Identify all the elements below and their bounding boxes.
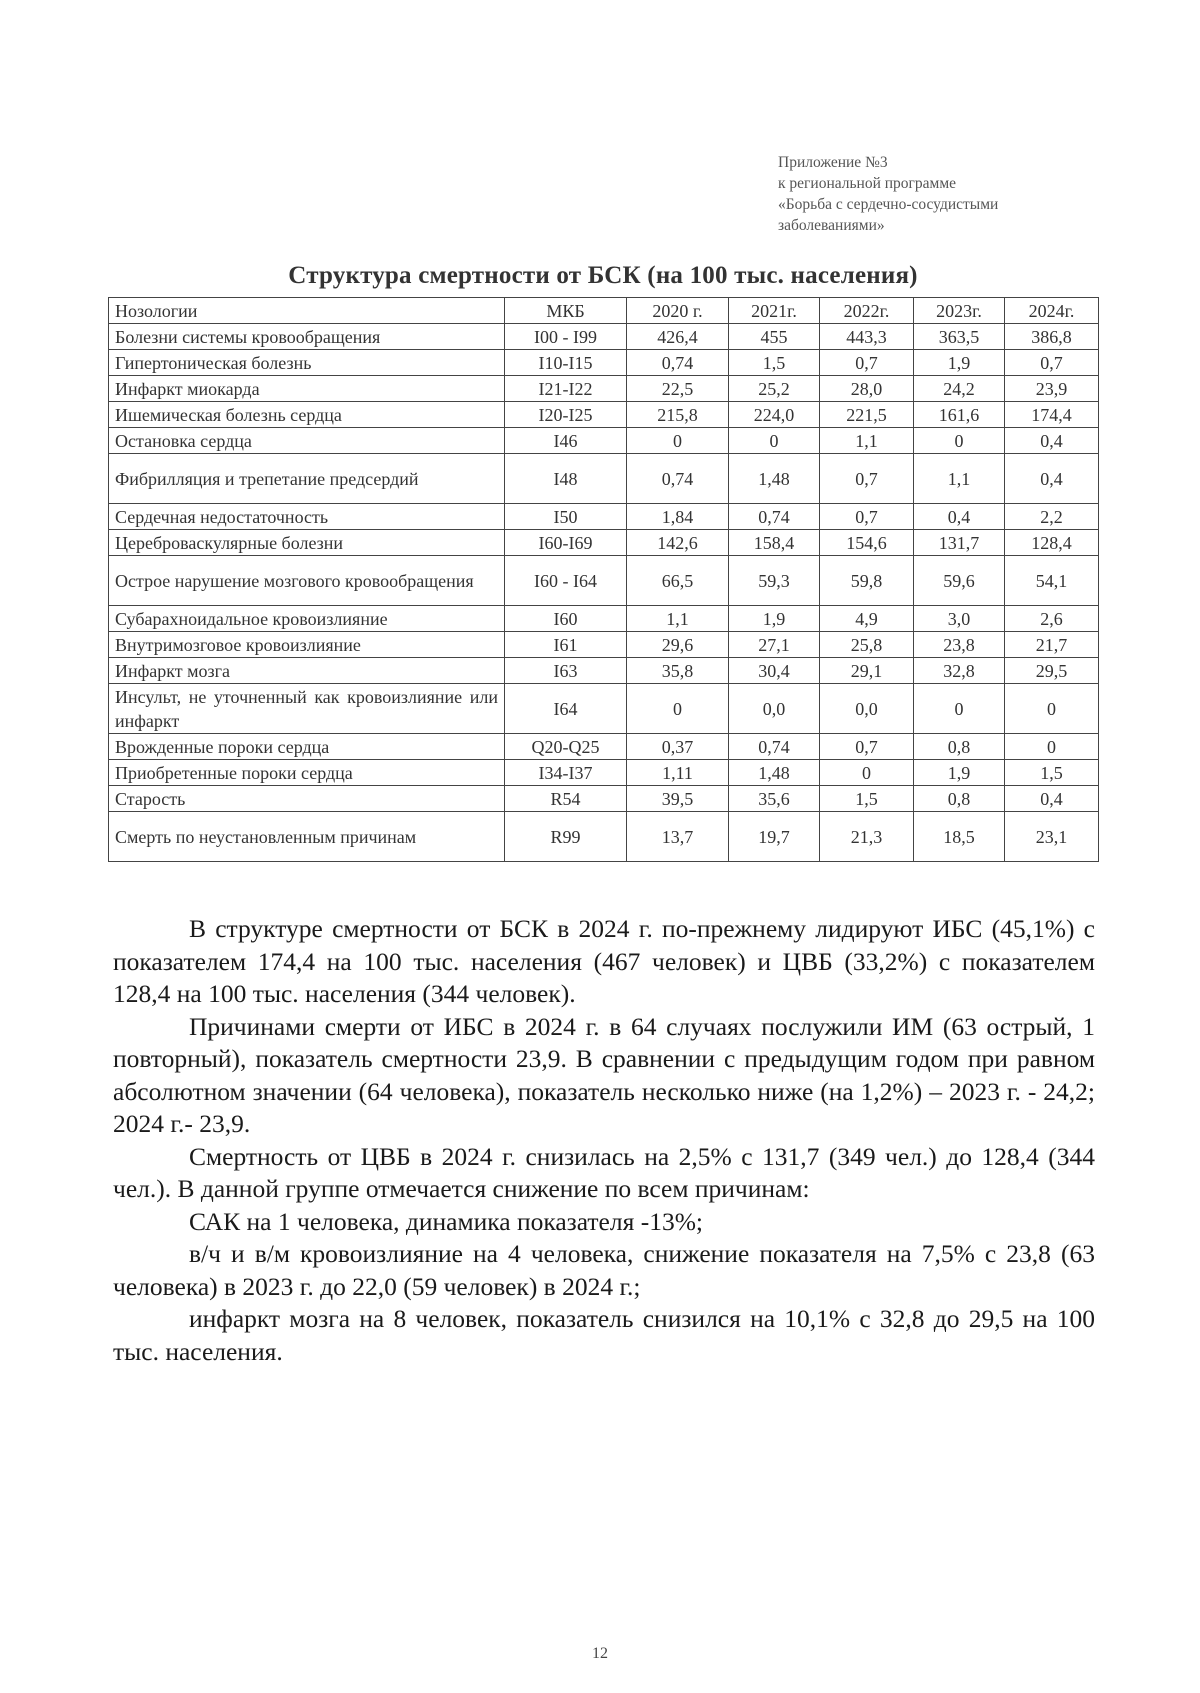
table-row — [109, 606, 1099, 632]
column-header: 2022г. — [820, 298, 914, 324]
icd-code: I10-I15 — [505, 350, 627, 376]
table-cell: 0 — [729, 428, 820, 454]
table-cell: 386,8 — [1005, 324, 1099, 350]
icd-code: I60-I69 — [505, 530, 627, 556]
annex-line: Приложение №3 — [778, 154, 888, 171]
table-cell: 66,5 — [627, 556, 729, 606]
row-label: Фибрилляция и трепетание предсердий — [109, 454, 505, 504]
row-label: Субарахноидальное кровоизлияние — [109, 606, 505, 632]
table-row — [109, 530, 1099, 556]
icd-code: I61 — [505, 632, 627, 658]
icd-code: R99 — [505, 812, 627, 862]
table-cell: 224,0 — [729, 402, 820, 428]
row-label: Старость — [109, 786, 505, 812]
annex-line: заболеваниями» — [778, 217, 885, 234]
annex-line: к региональной программе — [778, 175, 957, 192]
table-cell: 4,9 — [820, 606, 914, 632]
icd-code: I50 — [505, 504, 627, 530]
table-cell: 128,4 — [1005, 530, 1099, 556]
row-label: Острое нарушение мозгового кровообращения — [109, 556, 505, 606]
table-cell: 28,0 — [820, 376, 914, 402]
table-cell: 1,48 — [729, 454, 820, 504]
table-cell: 0,74 — [729, 504, 820, 530]
table-row — [109, 454, 1099, 504]
annex-note — [778, 152, 1098, 236]
column-header: 2020 г. — [627, 298, 729, 324]
table-cell: 0,4 — [914, 504, 1005, 530]
row-label: Инсульт, не уточненный как кровоизлияние или инфаркт — [109, 684, 505, 734]
table-row — [109, 684, 1099, 734]
table-cell: 23,1 — [1005, 812, 1099, 862]
table-row — [109, 556, 1099, 606]
column-header: 2021г. — [729, 298, 820, 324]
row-label: Внутримозговое кровоизлияние — [109, 632, 505, 658]
icd-code: I34-I37 — [505, 760, 627, 786]
icd-code: R54 — [505, 786, 627, 812]
table-cell: 154,6 — [820, 530, 914, 556]
table-cell: 161,6 — [914, 402, 1005, 428]
body-paragraph: Смертность от ЦВБ в 2024 г. снизилась на 2,5% с 131,7 (349 чел.) до 128,4 (344 чел.). В данной группе отмечается снижение по всем причинам: — [113, 1141, 1095, 1203]
table-cell: 23,9 — [1005, 376, 1099, 402]
table-row — [109, 504, 1099, 530]
row-label: Инфаркт мозга — [109, 658, 505, 684]
column-header: 2024г. — [1005, 298, 1099, 324]
table-cell: 59,3 — [729, 556, 820, 606]
table-cell: 0 — [627, 428, 729, 454]
table-cell: 0 — [1005, 684, 1099, 734]
table-cell: 142,6 — [627, 530, 729, 556]
table-cell: 0,7 — [820, 734, 914, 760]
annex-line: «Борьба с сердечно-сосудистыми — [778, 196, 999, 213]
table-cell: 1,84 — [627, 504, 729, 530]
table-cell: 0,4 — [1005, 428, 1099, 454]
table-cell: 1,1 — [820, 428, 914, 454]
table-cell: 0 — [914, 428, 1005, 454]
table-cell: 0,37 — [627, 734, 729, 760]
column-header: Нозологии — [109, 298, 505, 324]
table-cell: 22,5 — [627, 376, 729, 402]
row-label: Сердечная недостаточность — [109, 504, 505, 530]
table-row — [109, 786, 1099, 812]
icd-code: I48 — [505, 454, 627, 504]
row-label: Остановка сердца — [109, 428, 505, 454]
table-cell: 1,1 — [627, 606, 729, 632]
table-cell: 443,3 — [820, 324, 914, 350]
table-cell: 0,7 — [820, 350, 914, 376]
table-cell: 18,5 — [914, 812, 1005, 862]
table-cell: 0,4 — [1005, 454, 1099, 504]
row-label: Приобретенные пороки сердца — [109, 760, 505, 786]
table-cell: 0,7 — [820, 504, 914, 530]
table-row — [109, 760, 1099, 786]
row-label: Гипертоническая болезнь — [109, 350, 505, 376]
table-cell: 0,74 — [729, 734, 820, 760]
body-paragraph: В структуре смертности от БСК в 2024 г. по-прежнему лидируют ИБС (45,1%) с показателем 174,4 на 100 тыс. населения (467 человек) и ЦВБ (33,2%) с показателем 128,4 на 100 тыс. населения (344 человек). — [113, 914, 1095, 1008]
icd-code: I63 — [505, 658, 627, 684]
table-cell: 0,4 — [1005, 786, 1099, 812]
body-paragraph: в/ч и в/м кровоизлияние на 4 человека, снижение показателя на 7,5% с 23,8 (63 человека) в 2023 г. до 22,0 (59 человек) в 2024 г.; — [113, 1239, 1095, 1301]
table-cell: 0 — [820, 760, 914, 786]
table-cell: 174,4 — [1005, 402, 1099, 428]
table-cell: 131,7 — [914, 530, 1005, 556]
table-title: Структура смертности от БСК (на 100 тыс. населения) — [288, 262, 918, 289]
column-header: МКБ — [505, 298, 627, 324]
row-label: Ишемическая болезнь сердца — [109, 402, 505, 428]
body-paragraph: Причинами смерти от ИБС в 2024 г. в 64 случаях послужили ИМ (63 острый, 1 повторный), показатель смертности 23,9. В сравнении с предыдущим годом при равном абсолютном значении (64 человека), показатель несколько ниже (на 1,2%) – 2023 г. - 24,2; 2024 г.- 23,9. — [113, 1011, 1095, 1138]
row-label: Врожденные пороки сердца — [109, 734, 505, 760]
row-label: Инфаркт миокарда — [109, 376, 505, 402]
body-paragraph: инфаркт мозга на 8 человек, показатель снизился на 10,1% с 32,8 до 29,5 на 100 тыс. населения. — [113, 1304, 1095, 1366]
table-row — [109, 812, 1099, 862]
icd-code: I00 - I99 — [505, 324, 627, 350]
table-cell: 21,3 — [820, 812, 914, 862]
table-header-row — [109, 298, 1099, 324]
table-cell: 363,5 — [914, 324, 1005, 350]
table-row — [109, 428, 1099, 454]
icd-code: I20-I25 — [505, 402, 627, 428]
page-number: 12 — [592, 1645, 608, 1662]
table-cell: 221,5 — [820, 402, 914, 428]
table-cell: 1,5 — [729, 350, 820, 376]
table-cell: 455 — [729, 324, 820, 350]
body-text — [113, 913, 1095, 1368]
table-cell: 158,4 — [729, 530, 820, 556]
table-cell: 0,74 — [627, 350, 729, 376]
table-cell: 29,6 — [627, 632, 729, 658]
table-cell: 54,1 — [1005, 556, 1099, 606]
table-cell: 3,0 — [914, 606, 1005, 632]
icd-code: I21-I22 — [505, 376, 627, 402]
table-cell: 19,7 — [729, 812, 820, 862]
table-cell: 39,5 — [627, 786, 729, 812]
table-cell: 1,1 — [914, 454, 1005, 504]
icd-code: I46 — [505, 428, 627, 454]
table-cell: 25,8 — [820, 632, 914, 658]
table-cell: 1,9 — [914, 350, 1005, 376]
table-row — [109, 658, 1099, 684]
table-cell: 0,0 — [729, 684, 820, 734]
table-cell: 426,4 — [627, 324, 729, 350]
table-cell: 1,11 — [627, 760, 729, 786]
table-cell: 2,6 — [1005, 606, 1099, 632]
icd-code: I64 — [505, 684, 627, 734]
row-label: Цереброваскулярные болезни — [109, 530, 505, 556]
table-cell: 29,5 — [1005, 658, 1099, 684]
icd-code: I60 - I64 — [505, 556, 627, 606]
table-cell: 0,8 — [914, 786, 1005, 812]
table-row — [109, 402, 1099, 428]
table-cell: 35,8 — [627, 658, 729, 684]
body-paragraph: САК на 1 человека, динамика показателя -13%; — [189, 1206, 704, 1236]
table-cell: 215,8 — [627, 402, 729, 428]
table-cell: 27,1 — [729, 632, 820, 658]
table-cell: 1,5 — [820, 786, 914, 812]
table-cell: 23,8 — [914, 632, 1005, 658]
table-cell: 59,6 — [914, 556, 1005, 606]
table-cell: 1,9 — [729, 606, 820, 632]
table-cell: 30,4 — [729, 658, 820, 684]
table-cell: 35,6 — [729, 786, 820, 812]
table-cell: 2,2 — [1005, 504, 1099, 530]
table-cell: 0,0 — [820, 684, 914, 734]
table-cell: 59,8 — [820, 556, 914, 606]
column-header: 2023г. — [914, 298, 1005, 324]
table-cell: 13,7 — [627, 812, 729, 862]
table-row — [109, 734, 1099, 760]
table-cell: 25,2 — [729, 376, 820, 402]
table-cell: 0,74 — [627, 454, 729, 504]
icd-code: I60 — [505, 606, 627, 632]
table-cell: 21,7 — [1005, 632, 1099, 658]
row-label: Смерть по неустановленным причинам — [109, 812, 505, 862]
table-cell: 1,5 — [1005, 760, 1099, 786]
table-cell: 0,7 — [1005, 350, 1099, 376]
table-cell: 0 — [627, 684, 729, 734]
table-cell: 32,8 — [914, 658, 1005, 684]
table-row — [109, 376, 1099, 402]
table-row — [109, 632, 1099, 658]
table-cell: 0 — [914, 684, 1005, 734]
table-cell: 0 — [1005, 734, 1099, 760]
table-row — [109, 350, 1099, 376]
icd-code: Q20-Q25 — [505, 734, 627, 760]
table-cell: 1,48 — [729, 760, 820, 786]
table-cell: 0,7 — [820, 454, 914, 504]
row-label: Болезни системы кровообращения — [109, 324, 505, 350]
table-cell: 1,9 — [914, 760, 1005, 786]
mortality-table — [108, 297, 1099, 862]
table-cell: 24,2 — [914, 376, 1005, 402]
table-cell: 0,8 — [914, 734, 1005, 760]
table-row — [109, 324, 1099, 350]
table-cell: 29,1 — [820, 658, 914, 684]
